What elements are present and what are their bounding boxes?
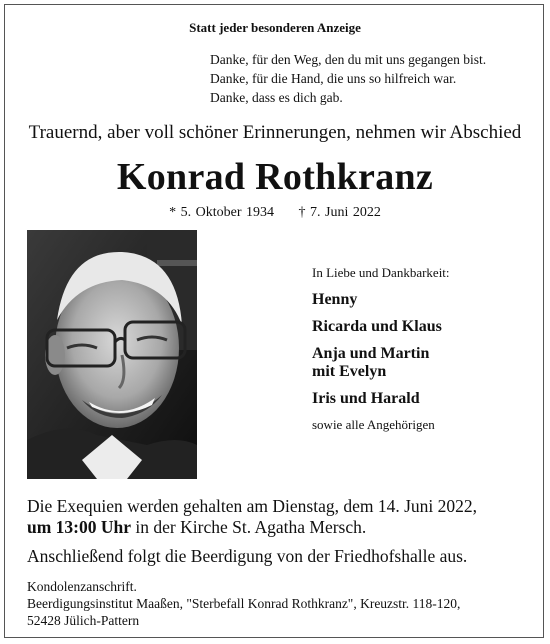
birth-date: * 5. Oktober 1934 <box>169 205 275 220</box>
mourner-name: Ricarda und Klaus <box>312 318 442 335</box>
mourners-block <box>312 265 450 433</box>
condolence-line: Beerdigungsinstitut Maaßen, "Sterbefall Konrad Rothkranz", Kreuzstr. 118-120, <box>27 596 461 611</box>
mourner-name: Anja und Martin <box>312 345 430 362</box>
poem-line: Danke, für die Hand, die uns so hilfreich war. <box>210 71 457 86</box>
poem-line: Danke, dass es dich gab. <box>210 90 343 105</box>
condolence-line: 52428 Jülich-Pattern <box>27 613 140 628</box>
burial-info: Anschließend folgt die Beerdigung von der Friedhofshalle aus. <box>27 546 468 566</box>
service-info <box>27 496 477 538</box>
poem <box>210 50 486 107</box>
service-time: um 13:00 Uhr <box>27 517 132 537</box>
death-date: † 7. Juni 2022 <box>298 205 381 220</box>
mourners-tail: sowie alle Angehörigen <box>312 417 435 432</box>
condolence-label: Kondolenzanschrift. <box>27 579 137 594</box>
deceased-name: Konrad Rothkranz <box>116 156 434 198</box>
service-line: Die Exequien werden gehalten am Dienstag, dem 14. Juni 2022, <box>27 496 478 516</box>
mourner-name: Iris und Harald <box>312 390 420 407</box>
portrait-photo <box>27 230 197 479</box>
poem-line: Danke, für den Weg, den du mit uns gegangen bist. <box>210 52 487 67</box>
intro-text: Trauernd, aber voll schöner Erinnerungen, nehmen wir Abschied <box>28 122 522 143</box>
life-dates <box>0 205 550 221</box>
service-location: in der Kirche St. Agatha Mersch. <box>131 517 367 537</box>
service-line <box>27 517 477 538</box>
notice-heading: Statt jeder besonderen Anzeige <box>189 20 361 35</box>
mourner-name: Henny <box>312 291 358 308</box>
mourner-name: mit Evelyn <box>312 363 387 380</box>
portrait-image <box>27 230 197 479</box>
mourners-lead: In Liebe und Dankbarkeit: <box>312 265 450 280</box>
condolence-address <box>27 578 460 629</box>
